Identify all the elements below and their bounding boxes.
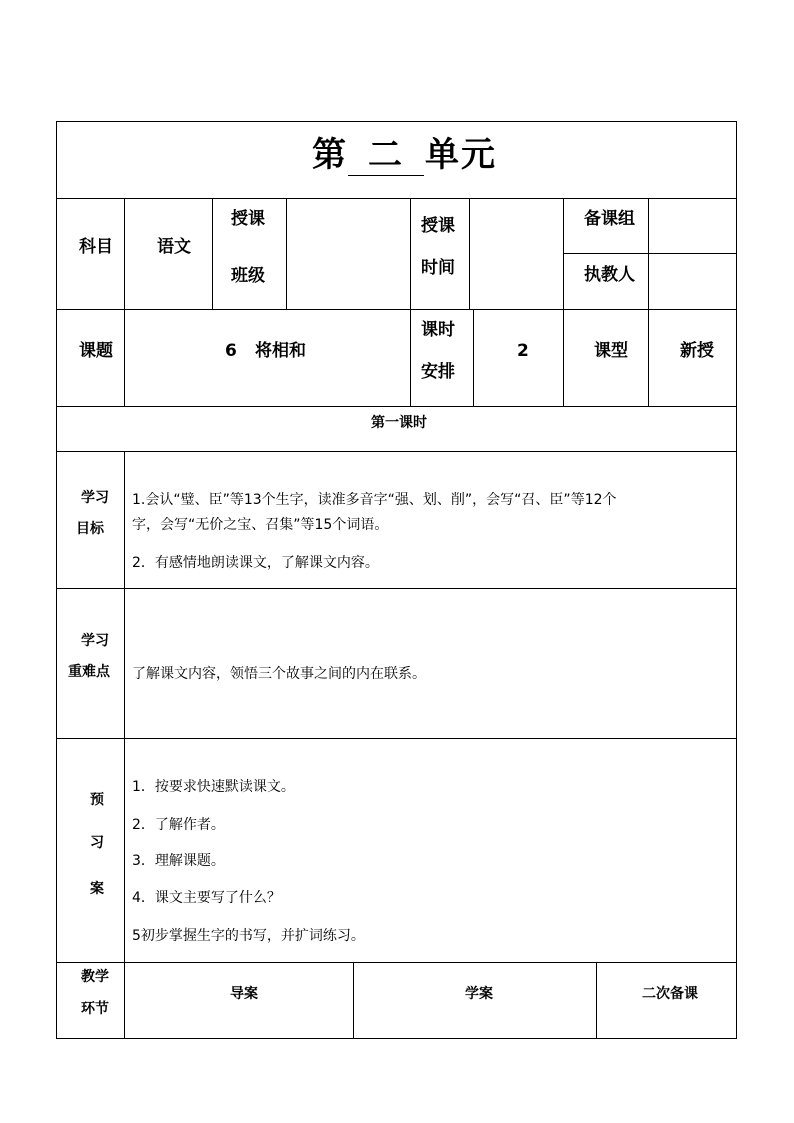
preview-item: 5初步掌握生字的书写，并扩词练习。 (132, 928, 365, 944)
preview-label-char: 习 (90, 835, 104, 851)
group-label: 备课组 (584, 209, 635, 229)
period-title: 第一课时 (371, 415, 427, 431)
col-divider (648, 198, 649, 406)
topic-title: 将相和 (255, 341, 306, 361)
type-value: 新授 (680, 341, 714, 361)
topic-label: 课题 (79, 341, 113, 361)
unit-title-number: 二 (368, 135, 404, 175)
row-divider (56, 309, 737, 310)
table-border-bottom (56, 1038, 737, 1039)
preview-label-char: 案 (90, 881, 104, 897)
second-prep-label: 二次备课 (642, 986, 698, 1002)
keypoints-label-line2: 重难点 (68, 664, 110, 680)
keypoints-text: 了解课文内容，领悟三个故事之间的内在联系。 (132, 666, 426, 682)
goals-label-line1: 学习 (81, 490, 109, 506)
goals-item: 1.会认“璧、臣”等13个生字，读准多音字“强、划、削”，会写“召、臣”等12个 (132, 492, 617, 508)
preview-item: 3．理解课题。 (132, 853, 225, 869)
preview-item: 1．按要求快速默读课文。 (132, 779, 295, 795)
hours-value: 2 (517, 341, 529, 361)
preview-item: 4．课文主要写了什么？ (132, 890, 281, 906)
subject-label: 科目 (79, 237, 113, 257)
row-divider (563, 253, 737, 254)
row-divider (56, 198, 737, 199)
goals-item: 字，会写“无价之宝、召集”等15个词语。 (132, 517, 389, 533)
table-border-top (56, 121, 737, 122)
keypoints-label-line1: 学习 (81, 633, 109, 649)
col-divider (563, 198, 564, 406)
row-divider (56, 451, 737, 452)
class-label-line1: 授课 (231, 209, 265, 229)
topic-number: 6 (225, 341, 237, 361)
goals-item: 2．有感情地朗读课文，了解课文内容。 (132, 555, 379, 571)
study-label: 学案 (465, 986, 493, 1002)
time-label-line2: 时间 (421, 258, 455, 278)
hours-label-line1: 课时 (421, 320, 455, 340)
row-divider (56, 588, 737, 589)
unit-title-prefix: 第 (312, 135, 348, 175)
time-label-line1: 授课 (421, 216, 455, 236)
col-divider (124, 451, 125, 1038)
unit-number-underline (348, 175, 424, 176)
col-divider (410, 198, 411, 406)
table-border-left (56, 121, 57, 1039)
col-divider (286, 198, 287, 309)
subject-value: 语文 (157, 237, 191, 257)
preview-label-char: 预 (90, 792, 104, 808)
col-divider (469, 198, 470, 309)
stage-label-line2: 环节 (81, 1001, 109, 1017)
col-divider (353, 962, 354, 1038)
table-border-right (736, 121, 737, 1039)
unit-title-suffix: 单元 (425, 135, 497, 175)
preview-item: 2．了解作者。 (132, 817, 225, 833)
col-divider (124, 198, 125, 406)
col-divider (596, 962, 597, 1038)
row-divider (56, 962, 737, 963)
col-divider (473, 309, 474, 406)
class-label-line2: 班级 (231, 266, 265, 286)
stage-label-line1: 教学 (81, 969, 109, 985)
guide-label: 导案 (230, 986, 258, 1002)
goals-label-line2: 目标 (76, 521, 104, 537)
hours-label-line2: 安排 (421, 362, 455, 382)
type-label: 课型 (594, 341, 628, 361)
row-divider (56, 406, 737, 407)
teacher-label: 执教人 (584, 265, 635, 285)
row-divider (56, 738, 737, 739)
col-divider (212, 198, 213, 309)
